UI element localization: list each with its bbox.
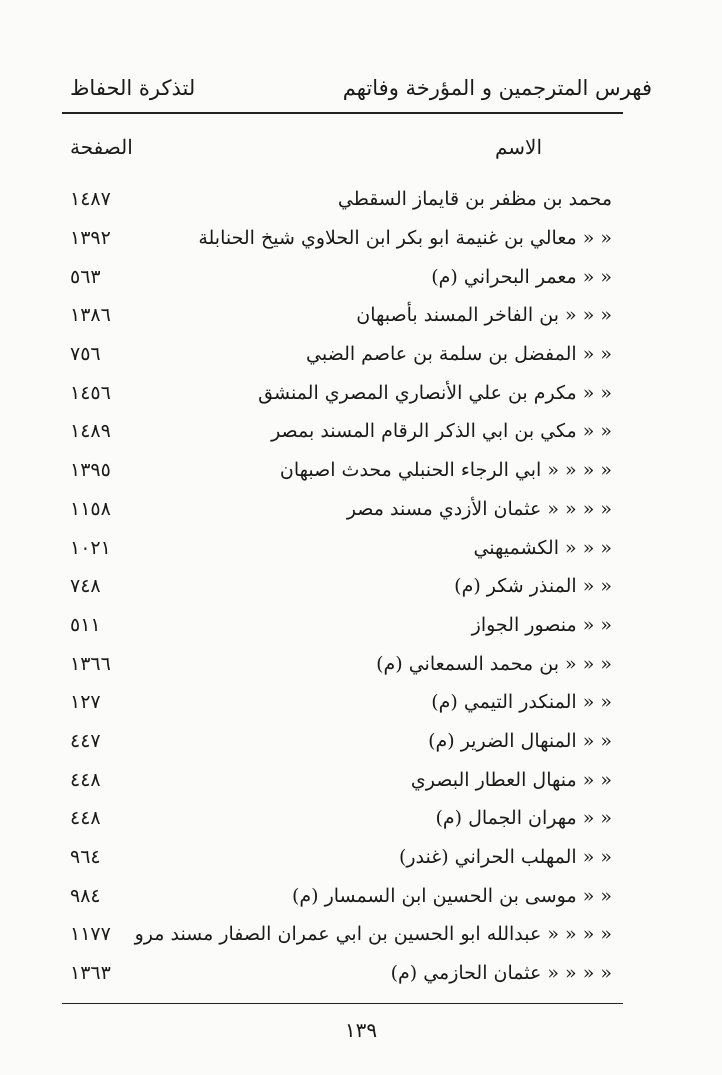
index-entry [70,567,612,606]
entry-page: ١٤٨٩ [70,420,111,443]
entry-page: ١٢٧ [70,691,101,714]
entry-name: « « « بن محمد السمعاني (م) [376,652,612,675]
index-entry [70,451,612,490]
entry-page: ١٠٢١ [70,536,111,559]
entry-name: « « مكي بن ابي الذكر الرقام المسند بمصر [271,420,612,443]
index-entry [70,528,612,567]
index-entry [70,838,612,877]
index-entry [70,373,612,412]
entry-page: ٥١١ [70,613,101,636]
index-entry [70,683,612,722]
page-number: ١٣٩ [344,1018,378,1042]
index-entry [70,722,612,761]
column-header-name: الاسم [494,135,542,159]
index-entry [70,296,612,335]
header-book-title: لتذكرة الحفاظ [70,76,196,100]
column-headers [70,127,572,167]
entry-name: « « مكرم بن علي الأنصاري المصري المنشق [258,381,612,404]
header-rule [62,112,623,114]
column-header-page: الصفحة [70,135,133,159]
index-entry [70,180,612,219]
entry-page: ١٣٨٦ [70,304,111,327]
entry-page: ١١٧٧ [70,923,111,946]
entry-name: « « المنذر شكر (م) [454,575,612,598]
entry-name: « « « « عثمان الحازمي (م) [390,962,612,985]
header-index-title: فهرس المترجمين و المؤرخة وفاتهم [342,76,652,100]
entry-page: ٤٤٨ [70,768,101,791]
entry-name: « « « الكشميهني [473,536,612,559]
index-entry [70,412,612,451]
entry-page: ٩٦٤ [70,846,101,869]
entry-name: « « « « ابي الرجاء الحنبلي محدث اصبهان [279,459,612,482]
entry-name: « « المفضل بن سلمة بن عاصم الضبي [306,343,612,366]
entry-page: ١٣٦٦ [70,652,111,675]
entry-page: ٤٤٨ [70,807,101,830]
entry-name: « « معالي بن غنيمة ابو بكر ابن الحلاوي شيخ الحنابلة [198,227,612,250]
running-header [70,68,652,108]
entry-name: « « منصور الجواز [471,613,612,636]
index-entry [70,799,612,838]
entry-page: ٤٤٧ [70,729,101,752]
index-entry [70,219,612,258]
entry-name: محمد بن مظفر بن قايماز السقطي [337,188,612,211]
entry-name: « « مهران الجمال (م) [435,807,612,830]
index-entry [70,954,612,993]
entry-page: ٥٦٣ [70,265,101,288]
entry-page: ٧٥٦ [70,343,101,366]
entry-name: « « معمر البحراني (م) [431,265,612,288]
index-entry [70,490,612,529]
entry-name: « « المهلب الحراني (غندر) [398,846,612,869]
entry-page: ٩٨٤ [70,884,101,907]
entry-page: ١٣٩٥ [70,459,111,482]
index-entry [70,644,612,683]
index-entry [70,606,612,645]
index-entry [70,335,612,374]
entry-name: « « « « عثمان الأزدي مسند مصر [346,497,612,520]
entry-name: « « منهال العطار البصري [410,768,612,791]
index-list [70,180,612,992]
entry-name: « « موسى بن الحسين ابن السمسار (م) [291,884,612,907]
index-entry [70,915,612,954]
entry-page: ١٣٩٢ [70,227,111,250]
entry-name: « « المنهال الضرير (م) [428,729,612,752]
entry-page: ١٣٦٣ [70,962,111,985]
entry-name: « « « « عبدالله ابو الحسين بن ابي عمران الصفار مسند مرو [134,923,612,946]
index-entry [70,876,612,915]
entry-name: « « المنكدر التيمي (م) [431,691,612,714]
index-entry [70,760,612,799]
footer-rule [62,1003,623,1004]
entry-page: ١٤٨٧ [70,188,111,211]
index-entry [70,257,612,296]
entry-page: ٧٤٨ [70,575,101,598]
entry-page: ١١٥٨ [70,497,111,520]
entry-page: ١٤٥٦ [70,381,111,404]
entry-name: « « « بن الفاخر المسند بأصبهان [356,304,612,327]
